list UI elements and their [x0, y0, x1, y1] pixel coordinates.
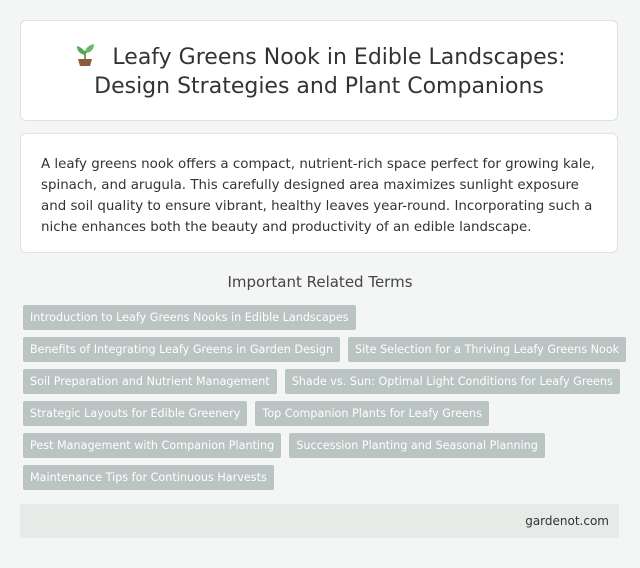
intro-text: A leafy greens nook offers a compact, nutrient-rich space perfect for growing kale, spinach, and arugula. This carefully designed area maximizes sunlight exposure and soil quality to ensure vibrant, healthy leaves year-round. Incorporating such a niche enhances both the beauty and productivity of an edible landscape. [41, 157, 595, 235]
tag-row [23, 337, 623, 362]
tag-row [23, 465, 623, 490]
related-term-tag[interactable]: Benefits of Integrating Leafy Greens in Garden Design [23, 337, 340, 362]
title-card [20, 20, 618, 121]
related-term-tag[interactable]: Introduction to Leafy Greens Nooks in Edible Landscapes [23, 305, 356, 330]
related-term-tag[interactable]: Soil Preparation and Nutrient Management [23, 369, 277, 394]
related-terms-heading: Important Related Terms [227, 273, 413, 291]
related-term-tag[interactable]: Top Companion Plants for Leafy Greens [255, 401, 489, 426]
related-term-tag[interactable]: Succession Planting and Seasonal Planning [289, 433, 545, 458]
seedling-icon [72, 41, 98, 67]
tag-row [23, 401, 623, 426]
related-term-tag[interactable]: Maintenance Tips for Continuous Harvests [23, 465, 274, 490]
footer [20, 504, 619, 538]
related-term-tag[interactable]: Shade vs. Sun: Optimal Light Conditions for Leafy Greens [285, 369, 620, 394]
related-term-tag[interactable]: Site Selection for a Thriving Leafy Greens Nook [348, 337, 626, 362]
page-title [39, 41, 599, 101]
intro-card [20, 133, 618, 253]
page-title-text: Leafy Greens Nook in Edible Landscapes: Design Strategies and Plant Companions [94, 44, 566, 99]
tag-row [23, 305, 623, 330]
site-link[interactable]: gardenot.com [525, 514, 609, 528]
tag-row [23, 369, 623, 394]
related-terms-list [23, 305, 623, 497]
related-term-tag[interactable]: Strategic Layouts for Edible Greenery [23, 401, 247, 426]
related-term-tag[interactable]: Pest Management with Companion Planting [23, 433, 281, 458]
tag-row [23, 433, 623, 458]
